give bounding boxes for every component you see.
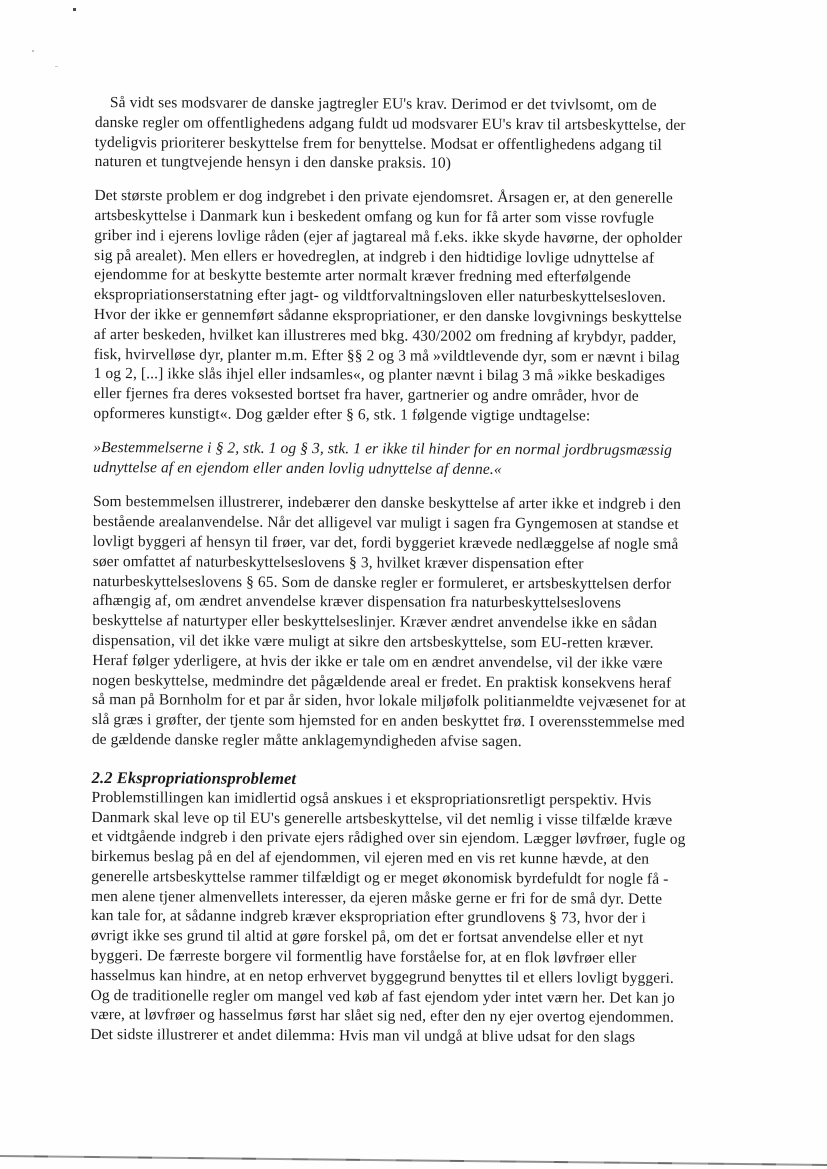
scan-edge-line-artifact [0,1155,827,1166]
body-paragraph: Så vidt ses modsvarer de danske jagtregler EU's krav. Derimod er det tvivlsomt, om de danske regler om offentlighedens adgang fuldt ud modsvarer EU's krav til artsbeskyttelse, der tydeligvis prioriterer beskyttelse frem for benyttelse. Modsat er offentlighedens adgang til naturen et tungtvejende hensyn i den danske praksis. 10) [94,94,686,173]
body-paragraph: Som bestemmelsen illustrerer, indebærer den danske beskyttelse af arter ikke et indgreb i den bestående arealanvendelse. Når det alligevel var muligt i sagen fra Gyngemosen at standse et lovligt byggeri af hensyn til frøer, var det, fordi byggeriet krævede nedlæggelse af nogle små søer omfattet af naturbeskyttelseslovens § 3, hvilket kræver dispensation efter naturbeskyttelseslovens § 65. Som de danske regler er formuleret, er artsbeskyttelsen derfor afhængig af, om ændret anvendelse kræver dispensation fra naturbeskyttelseslovens beskyttelse af naturtyper eller beskyttelseslinjer. Kræver ændret anvendelse ikke en sådan dispensation, vil det ikke være muligt at sikre den artsbeskyttelse, som EU-retten kræver. Heraf følger yderligere, at hvis der ikke er tale om en ændret anvendelse, vil der ikke være nogen beskyttelse, medmindre det pågældende areal er fredet. En praktisk konsekvens heraf så man på Bornholm for et par år siden, hvor lokale miljøfolk politianmeldte vejvæsenet for at slå græs i grøfter, der tjente som hjemsted for en anden beskyttet frø. I overensstemmelse med de gældende danske regler måtte anklagemyndigheden afvise sagen. [91,493,687,750]
document-text-block [90,93,755,1062]
scan-speck-artifact [55,66,58,67]
scan-speck-artifact [32,50,34,52]
scan-speck-artifact [73,8,76,11]
block-quote: »Bestemmelserne i § 2, stk. 1 og § 3, stk. 1 er ikke til hinder for en normal jordbrugsmæssig udnyttelse af en ejendom eller anden lovlig udnyttelse af denne.« [93,438,673,478]
section-heading: 2.2 Ekspropriationsproblemet [91,767,297,788]
body-paragraph: Problemstillingen kan imidlertid også anskues i et ekspropriationsretligt perspektiv. Hvis Danmark skal leve op til EU's generelle artsbeskyttelse, vil det nemlig i visse tilfælde kræve et vidtgående indgreb i den private ejers rådighed over sin ejendom. Lægger løvfrøer, fugle og birkemus beslag på en del af ejendommen, vil ejeren med en vis ret kunne hævde, at den generelle artsbeskyttelse rammer tilfældigt og er meget økonomisk byrdefuldt for nogle få - men alene tjener almenvellets interesser, da ejeren måske gerne er fri for de små dyr. Dette kan tale for, at sådanne indgreb kræver ekspropriation efter grundlovens § 73, hvor der i øvrigt ikke ses grund til altid at gøre forskel på, om det er fortsat anvendelse eller et nyt byggeri. De færreste borgere vil formentlig have forståelse for, at en flok løvfrøer eller hasselmus kan hindre, at en netop erhvervet byggegrund benyttes til et ellers lovligt byggeri. Og de traditionelle regler om mangel ved køb af fast ejendom yder intet værn her. Det kan jo være, at løvfrøer og hasselmus først har slået sig ned, efter den ny ejer overtog ejendommen. Det sidste illustrerer et andet dilemma: Hvis man vil undgå at blive udsat for den slags [90,788,686,1046]
body-paragraph: Det største problem er dog indgrebet i den private ejendomsret. Årsagen er, at den generelle artsbeskyttelse i Danmark kun i beskedent omfang og kun for få arter som visse rovfugle griber ind i ejerens lovlige råden (ejer af jagtareal må f.eks. ikke skyde havørne, der opholder sig på arealet). Men ellers er hovedreglen, at indgreb i den hidtidige lovlige udnyttelse af ejendomme for at beskytte bestemte arter normalt kræver fredning med efterfølgende ekspropriationserstatning efter jagt- og vildtforvaltningsloven eller naturbeskyttelsesloven. Hvor der ikke er gennemført sådanne ekspropriationer, er den danske lovgivnings beskyttelse af arter beskeden, hvilket kan illustreres med bkg. 430/2002 om fredning af krybdyr, padder, fisk, hvirvelløse dyr, planter m.m. Efter §§ 2 og 3 må »vildtlevende dyr, som er nævnt i bilag 1 og 2, [...] ikke slås ihjel eller indsamles«, og planter nævnt i bilag 3 må »ikke beskadiges eller fjernes fra deres voksested bortset fra haver, gartnerier og andre områder, hvor de opformeres kunstigt«. Dog gælder efter § 6, stk. 1 følgende vigtige undtagelse: [93,187,683,425]
